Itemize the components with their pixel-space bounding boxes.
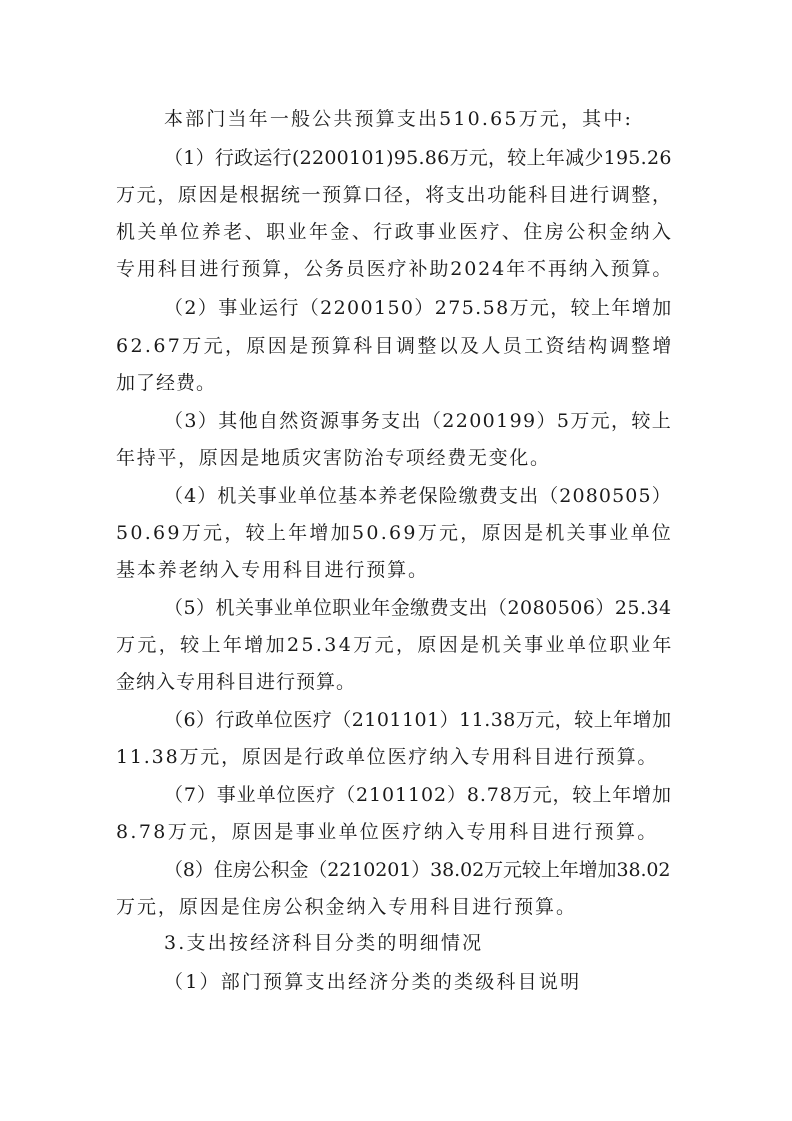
text-line: （8）住房公积金（2210201）38.02万元较上年增加38.02 bbox=[164, 859, 671, 881]
text-line: 加了经费。 bbox=[116, 372, 217, 394]
text-line: 万元，较上年增加25.34万元，原因是机关事业单位职业年 bbox=[116, 634, 674, 656]
text-line: 万元，原因是住房公积金纳入专用科目进行预算。 bbox=[116, 896, 577, 918]
text-line: （4）机关事业单位基本养老保险缴费支出（2080505） bbox=[164, 485, 672, 507]
text-line: 机关单位养老、职业年金、行政事业医疗、住房公积金纳入 bbox=[116, 221, 674, 243]
text-line: 50.69万元，较上年增加50.69万元，原因是机关事业单位 bbox=[116, 522, 674, 544]
text-line: 8.78万元，原因是事业单位医疗纳入专用科目进行预算。 bbox=[116, 821, 659, 843]
text-line: （7）事业单位医疗（2101102）8.78万元，较上年增加 bbox=[164, 784, 672, 806]
text-line: 年持平，原因是地质灾害防治专项经费无变化。 bbox=[116, 447, 551, 469]
text-line: 3.支出按经济科目分类的明细情况 bbox=[164, 932, 484, 954]
text-line: （1）行政运行(2200101)95.86万元，较上年减少195.26 bbox=[164, 147, 672, 169]
text-line: 11.38万元，原因是行政单位医疗纳入专用科目进行预算。 bbox=[116, 746, 659, 768]
text-line: 万元，原因是根据统一预算口径，将支出功能科目进行调整， bbox=[116, 184, 673, 206]
text-line: （1）部门预算支出经济分类的类级科目说明 bbox=[164, 971, 582, 993]
text-line: （5）机关事业单位职业年金缴费支出（2080506）25.34 bbox=[164, 597, 672, 619]
text-line: 金纳入专用科目进行预算。 bbox=[116, 671, 357, 693]
text-line: （3）其他自然资源事务支出（2200199）5万元，较上 bbox=[164, 410, 673, 432]
text-line: （6）行政单位医疗（2101101）11.38万元，较上年增加 bbox=[164, 709, 672, 731]
text-line: 基本养老纳入专用科目进行预算。 bbox=[116, 559, 429, 581]
text-line: （2）事业运行（2200150）275.58万元，较上年增加 bbox=[164, 297, 673, 319]
text-line: 62.67万元，原因是预算科目调整以及人员工资结构调整增 bbox=[116, 335, 674, 357]
text-line: 专用科目进行预算，公务员医疗补助2024年不再纳入预算。 bbox=[116, 258, 674, 280]
text-line: 本部门当年一般公共预算支出510.65万元，其中: bbox=[164, 108, 634, 130]
